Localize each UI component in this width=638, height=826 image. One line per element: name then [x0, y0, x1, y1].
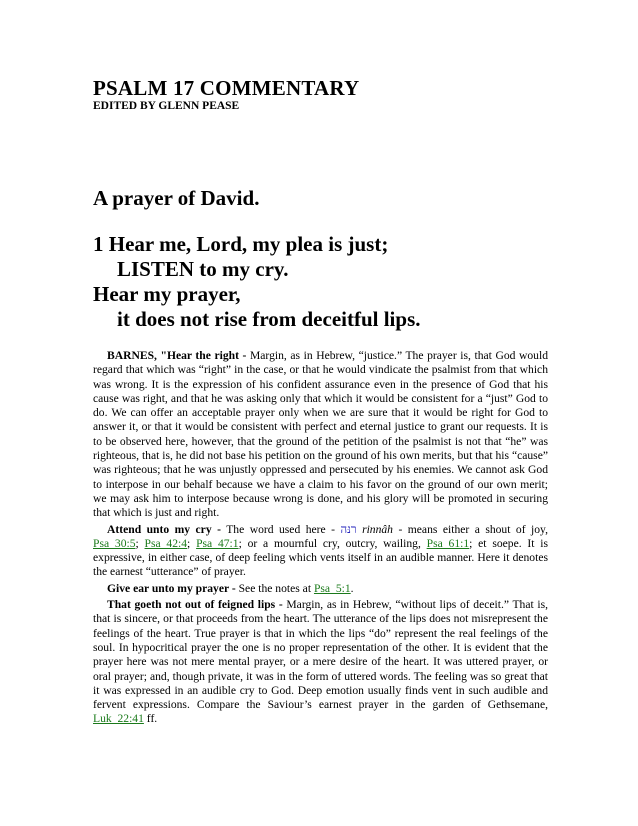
paragraph-text: ff.	[143, 712, 158, 726]
paragraph-lead: Give ear unto my prayer -	[107, 581, 236, 595]
scripture-link[interactable]: Psa_5:1	[313, 581, 351, 595]
paragraph-text: Margin, as in Hebrew, “without lips of deceit.” That is, that is sincere, or that proceeds from the heart. The utterance of the lips does not misrepresent the feelings of the heart. True prayer is that in which the lips “do” represent the real feelings of the soul. In hypocritical prayer the one is no proper representation of the other. It is evident that the prayer here was not mere mental prayer, or a mere desire of the heart. It was uttered prayer, or oral prayer; and, though private, it was in the form of uttered words. The feeling was so great that it was expressed in an audible cry to God. Deep emotion usually finds vent in such audible and fervent expressions. Compare the Saviour’s earnest prayer in the garden of Gethsemane,	[93, 598, 548, 712]
paragraph-text: Margin, as in Hebrew, “justice.” The prayer is, that God would regard that which was “right” in the case, or that he would vindicate the psalmist from that which was wrong. It is the expression of his confident assurance even in the presence of God that his cause was right, and that he was asking only that which it would be consistent for a “just” God to do. We can offer an acceptable prayer only when we are sure that it would be right for God to answer it, or that it would be consistent with perfect and eternal justice to grant our requests. It is to be observed here, however, that the ground of the petition of the psalmist is not that “he” was righteous, that is, he did not base his petition on the ground of his own merits, but that his “cause” was righteous; that he was unjustly oppressed and persecuted by his enemies. We cannot ask God to interpose in our behalf because we have a claim to his favor on the ground of our own merit; we may ask him to interpose because wrong is done, and his glory will be promoted in securing that which is just and right.	[93, 349, 548, 520]
hebrew-word: רנּה	[340, 522, 357, 536]
section-heading: A prayer of David.	[93, 186, 260, 210]
paragraph-lead: Attend unto my cry -	[107, 522, 221, 536]
paragraph-lead: That goeth not out of feigned lips -	[107, 598, 283, 612]
paragraph-lead: BARNES, "Hear the right -	[107, 349, 247, 362]
paragraph-text: ; et soepe. It is expressive, in either case, of deep feeling which vents itself in an audible manner. Here it denotes the earnest “utterance” of prayer.	[93, 536, 548, 579]
verse-block	[93, 232, 421, 332]
commentary-body	[93, 349, 548, 729]
scripture-link[interactable]: Psa_42:4	[144, 536, 188, 550]
verse-line-4: it does not rise from deceitful lips.	[117, 307, 421, 331]
scripture-link[interactable]: Luk_22:41	[93, 712, 144, 726]
paragraph-text: .	[350, 581, 354, 595]
commentary-paragraph-4	[93, 598, 548, 727]
paragraph-text: ; or a mournful cry, outcry, wailing,	[238, 536, 427, 550]
verse-line-3: Hear my prayer,	[93, 282, 241, 306]
paragraph-text: See the notes at	[235, 581, 314, 595]
paragraph-text: The word used here -	[220, 522, 341, 536]
page-title: PSALM 17 COMMENTARY	[93, 76, 360, 100]
scripture-link[interactable]: Psa_61:1	[426, 536, 470, 550]
paragraph-text: - means either a shout of joy,	[392, 522, 548, 536]
separator: ;	[187, 536, 197, 550]
separator: ;	[135, 536, 145, 550]
commentary-paragraph-3	[93, 582, 548, 596]
editor-subtitle: EDITED BY GLENN PEASE	[93, 100, 240, 112]
commentary-paragraph-1	[93, 349, 548, 521]
transliteration: rinnâh	[362, 522, 393, 536]
verse-line-1: 1 Hear me, Lord, my plea is just;	[93, 232, 389, 256]
commentary-paragraph-2	[93, 523, 548, 580]
verse-line-2: LISTEN to my cry.	[117, 257, 289, 281]
scripture-link[interactable]: Psa_47:1	[196, 536, 239, 550]
scripture-link[interactable]: Psa_30:5	[93, 536, 136, 550]
